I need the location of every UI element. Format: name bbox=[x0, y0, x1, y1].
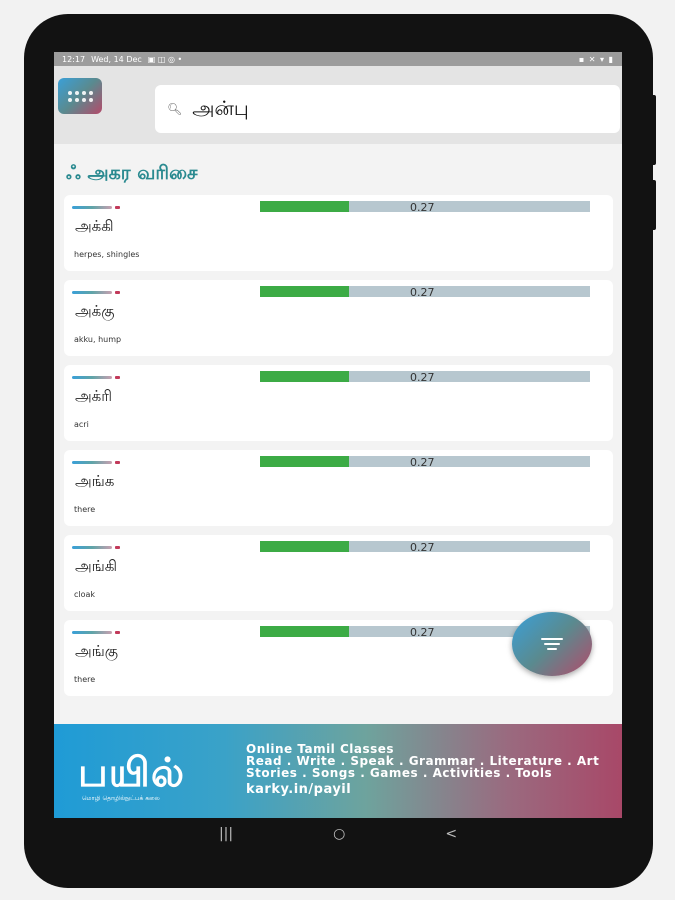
word-text: அக்கி bbox=[75, 217, 114, 235]
word-card[interactable] bbox=[64, 365, 613, 441]
word-meaning: there bbox=[74, 675, 96, 684]
status-time: 12:17 bbox=[62, 54, 86, 64]
recents-icon[interactable]: ||| bbox=[218, 826, 234, 842]
card-accent bbox=[72, 631, 120, 634]
card-accent bbox=[72, 376, 120, 379]
score-fill bbox=[260, 626, 349, 637]
score-bar bbox=[260, 371, 590, 382]
search-icon: 🔍︎ bbox=[167, 102, 183, 116]
filter-fab-button[interactable] bbox=[512, 612, 592, 676]
banner-line-1: Online Tamil Classes bbox=[246, 742, 395, 756]
screen bbox=[54, 52, 622, 818]
score-label: 0.27 bbox=[410, 286, 435, 299]
word-meaning: akku, hump bbox=[74, 335, 122, 344]
word-meaning: acri bbox=[74, 420, 89, 429]
score-fill bbox=[260, 371, 349, 382]
score-bar bbox=[260, 286, 590, 297]
banner-line-2: Read . Write . Speak . Grammar . Literature . Art bbox=[246, 754, 600, 768]
status-date: Wed, 14 Dec bbox=[91, 54, 142, 64]
score-label: 0.27 bbox=[410, 541, 435, 554]
word-text: அக்கு bbox=[75, 302, 115, 320]
banner-brand: பயில் bbox=[78, 750, 186, 796]
score-label: 0.27 bbox=[410, 456, 435, 469]
status-bar bbox=[54, 52, 622, 66]
score-label: 0.27 bbox=[410, 371, 435, 384]
power-button bbox=[650, 180, 656, 230]
score-fill bbox=[260, 456, 349, 467]
payil-ad-banner[interactable] bbox=[54, 724, 622, 818]
section-title: ஃ அகர வரிசை bbox=[66, 162, 198, 184]
filter-icon bbox=[541, 638, 563, 650]
score-label: 0.27 bbox=[410, 626, 435, 639]
score-fill bbox=[260, 541, 349, 552]
app-header bbox=[54, 66, 622, 144]
card-accent bbox=[72, 291, 120, 294]
word-text: அங்கி bbox=[75, 557, 118, 575]
app-logo-icon[interactable] bbox=[58, 78, 102, 114]
word-card[interactable] bbox=[64, 195, 613, 271]
word-card[interactable] bbox=[64, 280, 613, 356]
word-card[interactable] bbox=[64, 450, 613, 526]
score-bar bbox=[260, 541, 590, 552]
banner-brand-sub: மொழி தொழில்நுட்பக் கலை bbox=[82, 795, 160, 802]
score-fill bbox=[260, 201, 349, 212]
card-accent bbox=[72, 461, 120, 464]
card-accent bbox=[72, 546, 120, 549]
banner-line-3: Stories . Songs . Games . Activities . Tools bbox=[246, 766, 553, 780]
home-icon[interactable]: ○ bbox=[333, 826, 346, 842]
search-value: அன்பு bbox=[192, 95, 249, 120]
banner-link[interactable]: karky.in/payil bbox=[246, 782, 352, 797]
score-bar bbox=[260, 201, 590, 212]
word-meaning: there bbox=[74, 505, 96, 514]
score-bar bbox=[260, 456, 590, 467]
system-icons: ▪ ✕ ▾ ▮ bbox=[578, 54, 614, 64]
word-text: அங்கு bbox=[75, 642, 119, 660]
word-text: அங்க bbox=[75, 472, 115, 490]
android-nav-bar bbox=[54, 818, 622, 850]
score-label: 0.27 bbox=[410, 201, 435, 214]
notification-icons: ▣ ◫ ◎ • bbox=[147, 54, 183, 64]
score-fill bbox=[260, 286, 349, 297]
word-meaning: herpes, shingles bbox=[74, 250, 140, 259]
word-card[interactable] bbox=[64, 535, 613, 611]
volume-button bbox=[650, 95, 656, 165]
back-icon[interactable]: < bbox=[445, 826, 458, 842]
word-meaning: cloak bbox=[74, 590, 96, 599]
card-accent bbox=[72, 206, 120, 209]
search-input[interactable] bbox=[155, 85, 620, 133]
word-text: அக்ரி bbox=[75, 387, 113, 405]
